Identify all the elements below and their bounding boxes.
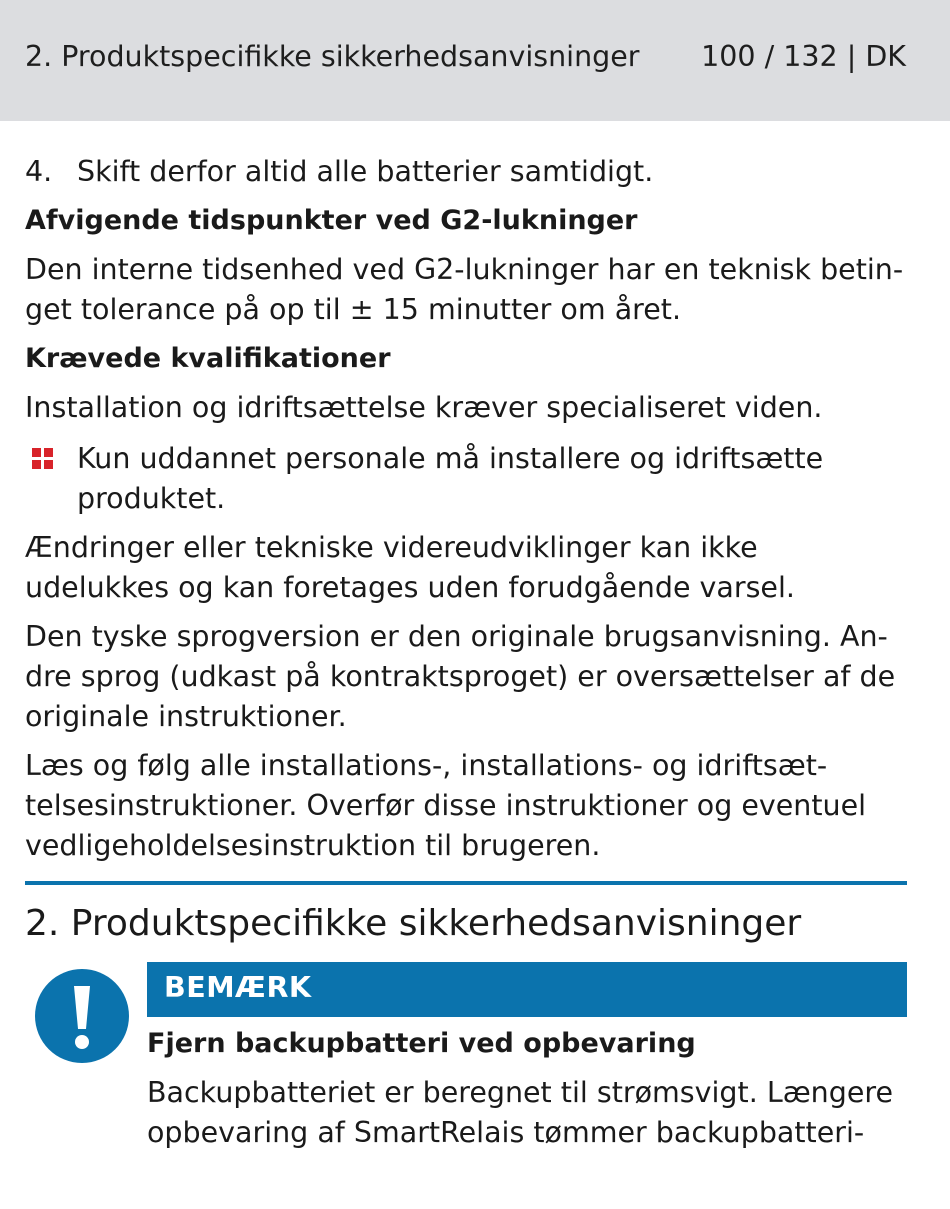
document-body [25,152,907,866]
changes-paragraph: Ændringer eller tekniske videreudviklinger kan ikke udelukkes og kan foretages uden forudgående varsel. [25,531,795,604]
qualifications-paragraph: Installation og idriftsættelse kræver specialiseret viden. [25,391,823,424]
page-header [0,0,950,121]
heading-qualifications: Krævede kvalifikationer [25,343,391,374]
language-paragraph: Den tyske sprogversion er den originale brugsanvisning. An-dre sprog (udkast på kontraktsproget) er oversættelser af de originale instruktioner. [25,620,896,733]
header-section-title: 2. Produktspecifikke sikkerhedsanvisninger [25,40,640,73]
exclamation-circle-icon [35,969,129,1063]
bullet-item [25,439,907,519]
notice-heading: Fjern backupbatteri ved opbevaring [147,1028,696,1059]
heading-deviation: Afvigende tidspunkter ved G2-lukninger [25,205,638,236]
numbered-item [25,152,907,192]
read-instructions-paragraph: Læs og følg alle installations-, installations- og idriftsæt-telsesinstruktioner. Overfør disse instruktioner og eventuel vedligeholdelsesinstruktion til brugeren. [25,749,867,862]
notice-text: Backupbatteriet er beregnet til strømsvigt. Længere opbevaring af SmartRelais tømmer backupbatteri- [147,1076,893,1149]
notice-label: BEMÆRK [164,971,312,1004]
bullet-text: Kun uddannet personale må installere og idriftsætte produktet. [77,442,824,515]
red-square-grid-icon [25,439,77,519]
notice-label-bar [147,962,907,1017]
item-number: 4. [25,155,53,188]
section-divider [25,881,907,885]
header-page-info: 100 / 132 | DK [701,40,906,73]
section-title: 2. Produktspecifikke sikkerhedsanvisninger [25,903,802,944]
notice-body [147,1024,907,1153]
item-text: Skift derfor altid alle batterier samtidigt. [77,155,654,188]
deviation-paragraph: Den interne tidsenhed ved G2-lukninger har en teknisk betin-get tolerance på op til ± 15 minutter om året. [25,253,904,326]
